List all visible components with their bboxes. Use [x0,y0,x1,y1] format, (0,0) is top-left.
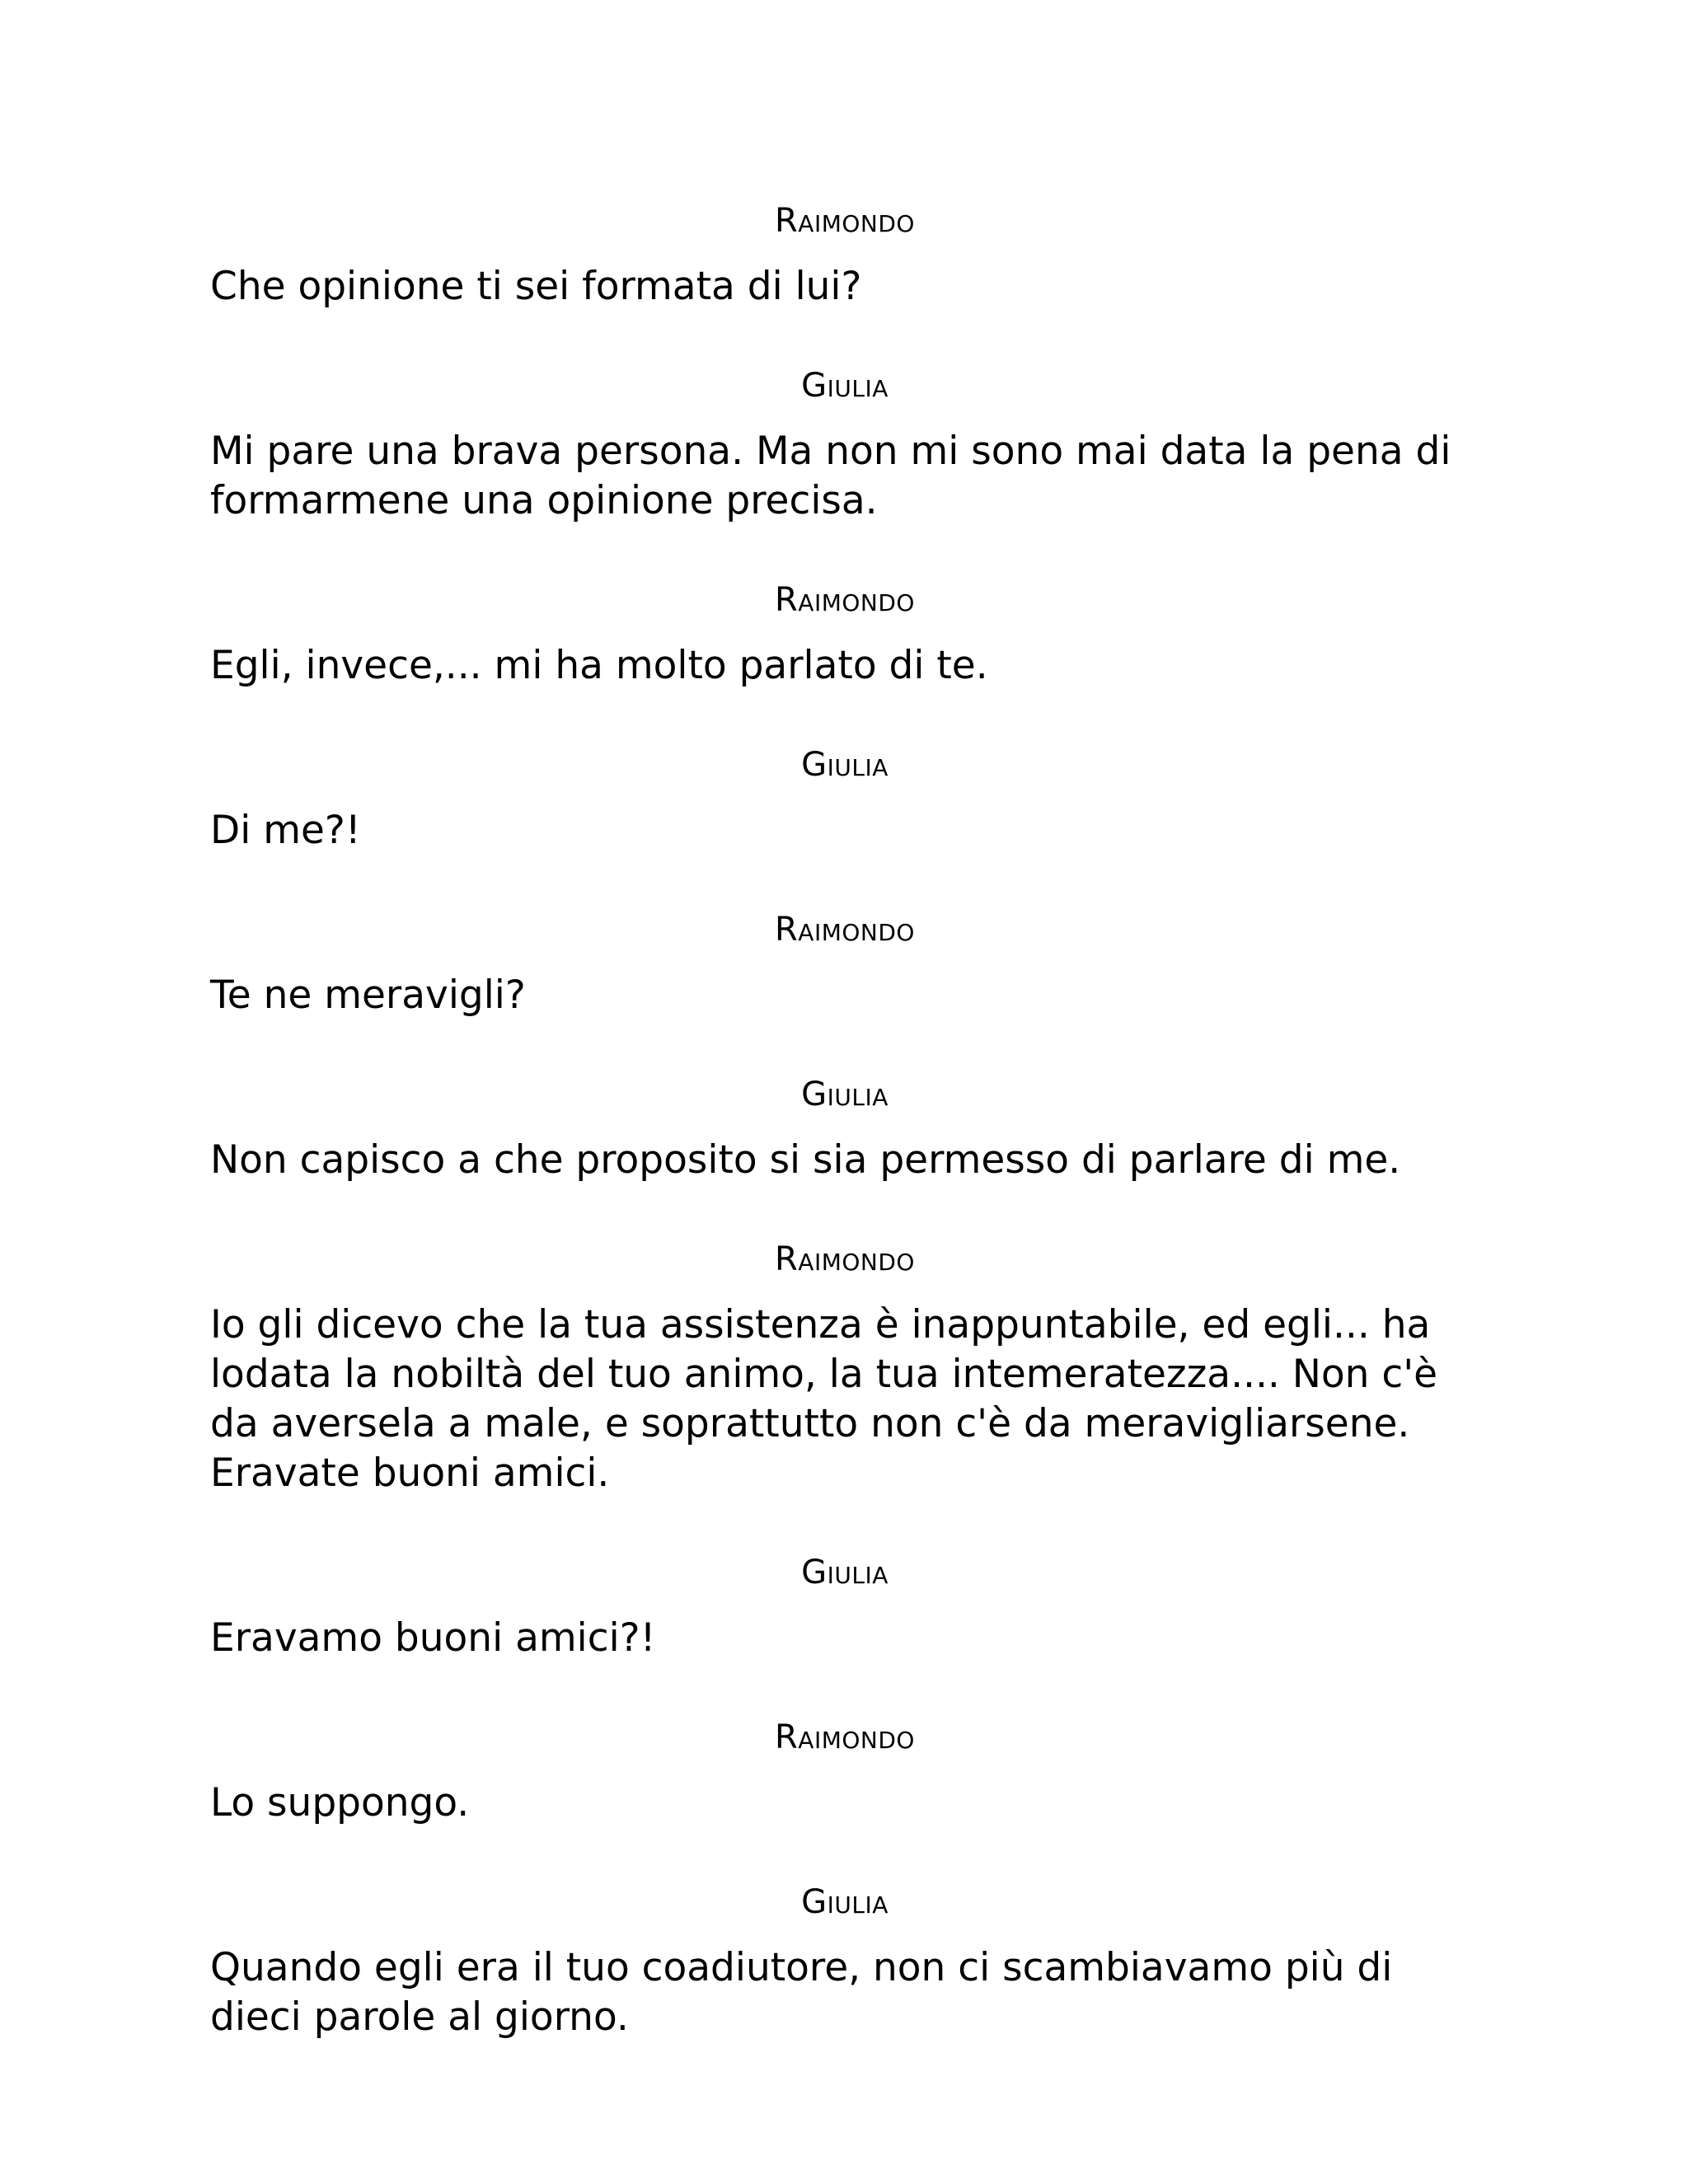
dialogue-line: Io gli dicevo che la tua assistenza è inappuntabile, ed egli... ha lodata la nobiltà del tuo animo, la tua intemeratezza.... Non c'è da aversela a male, e soprattutto non c'è da meravigliarsene. Eravate buoni amici. [210,1302,1438,1496]
dialogue-line: Che opinione ti sei formata di lui? [210,264,862,309]
speaker-name: Giulia [801,1883,889,1921]
dialogue-line: Quando egli era il tuo coadiutore, non ci scambiavamo più di dieci parole al giorno. [210,1945,1393,2040]
speaker-name: Raimondo [775,1240,915,1278]
dialogue-line: Te ne meravigli? [210,972,526,1018]
speaker-name: Raimondo [775,1718,915,1756]
speaker-name: Giulia [801,367,889,405]
dialogue-line: Egli, invece,... mi ha molto parlato di te. [210,643,988,688]
speaker-name: Raimondo [775,581,915,619]
dialogue-line: Lo suppongo. [210,1780,470,1825]
speaker-name: Raimondo [775,202,915,240]
dialogue-line: Eravamo buoni amici?! [210,1615,656,1661]
dialogue-line: Mi pare una brava persona. Ma non mi sono mai data la pena di formarmene una opinione precisa. [210,429,1451,523]
dialogue-line: Non capisco a che proposito si sia permesso di parlare di me. [210,1137,1401,1183]
speaker-name: Giulia [801,746,889,784]
play-script [210,196,1479,2092]
speaker-name: Raimondo [775,911,915,949]
speaker-name: Giulia [801,1076,889,1113]
dialogue-line: Di me?! [210,808,361,853]
speaker-name: Giulia [801,1554,889,1591]
